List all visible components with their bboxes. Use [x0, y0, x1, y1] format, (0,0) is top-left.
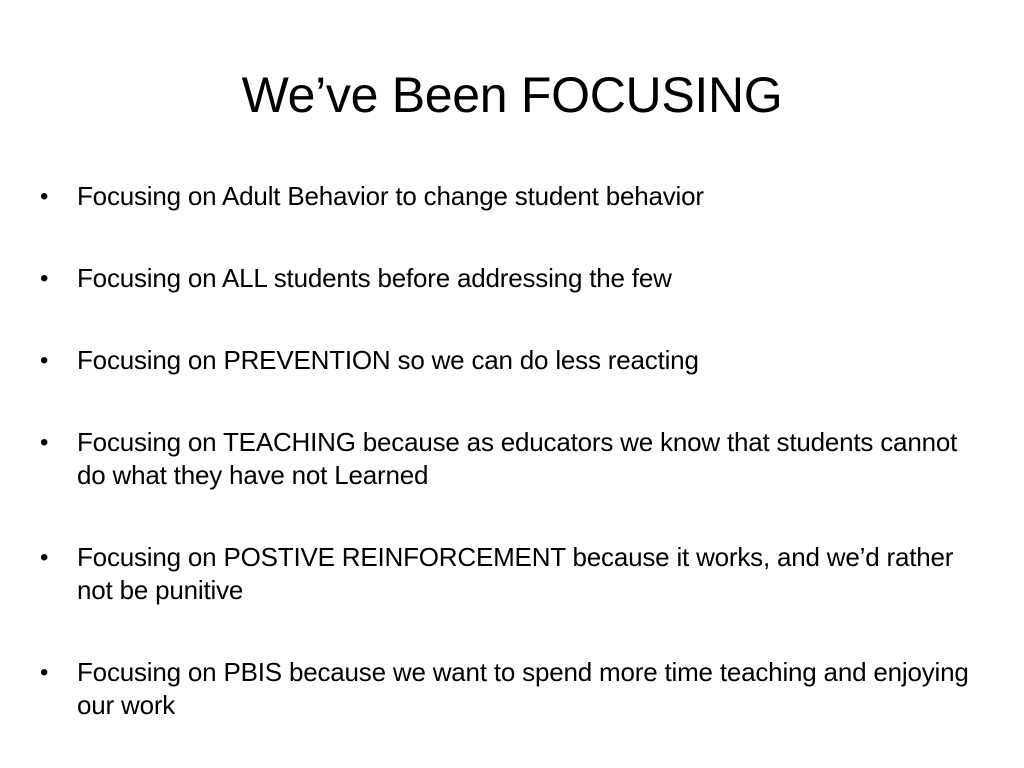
bullet-icon: • [40, 347, 49, 374]
bullet-spacer [40, 607, 990, 656]
bullet-spacer [40, 377, 990, 426]
bullet-icon: • [40, 183, 49, 210]
bullet-item [40, 180, 990, 213]
bullet-icon: • [40, 265, 49, 292]
bullet-text: Focusing on PREVENTION so we can do less reacting [77, 345, 699, 375]
bullet-icon: • [40, 544, 49, 571]
bullet-item [40, 541, 990, 607]
bullet-text: Focusing on PBIS because we want to spend more time teaching and enjoying our work [77, 657, 969, 720]
bullet-item [40, 262, 990, 295]
bullet-icon: • [40, 429, 49, 456]
bullet-text: Focusing on Adult Behavior to change student behavior [77, 181, 704, 211]
slide-title: We’ve Been FOCUSING [241, 67, 783, 123]
bullet-text: Focusing on TEACHING because as educators we know that students cannot do what they have not Learned [77, 427, 958, 490]
bullet-text: Focusing on POSTIVE REINFORCEMENT because it works, and we’d rather not be punitive [77, 542, 954, 605]
bullet-text: Focusing on ALL students before addressing the few [77, 263, 672, 293]
bullet-spacer [40, 213, 990, 262]
bullet-spacer [40, 295, 990, 344]
bullet-item [40, 426, 990, 492]
bullet-list [40, 180, 990, 722]
bullet-spacer [40, 492, 990, 541]
bullet-icon: • [40, 659, 49, 686]
bullet-item [40, 344, 990, 377]
bullet-item [40, 656, 990, 722]
